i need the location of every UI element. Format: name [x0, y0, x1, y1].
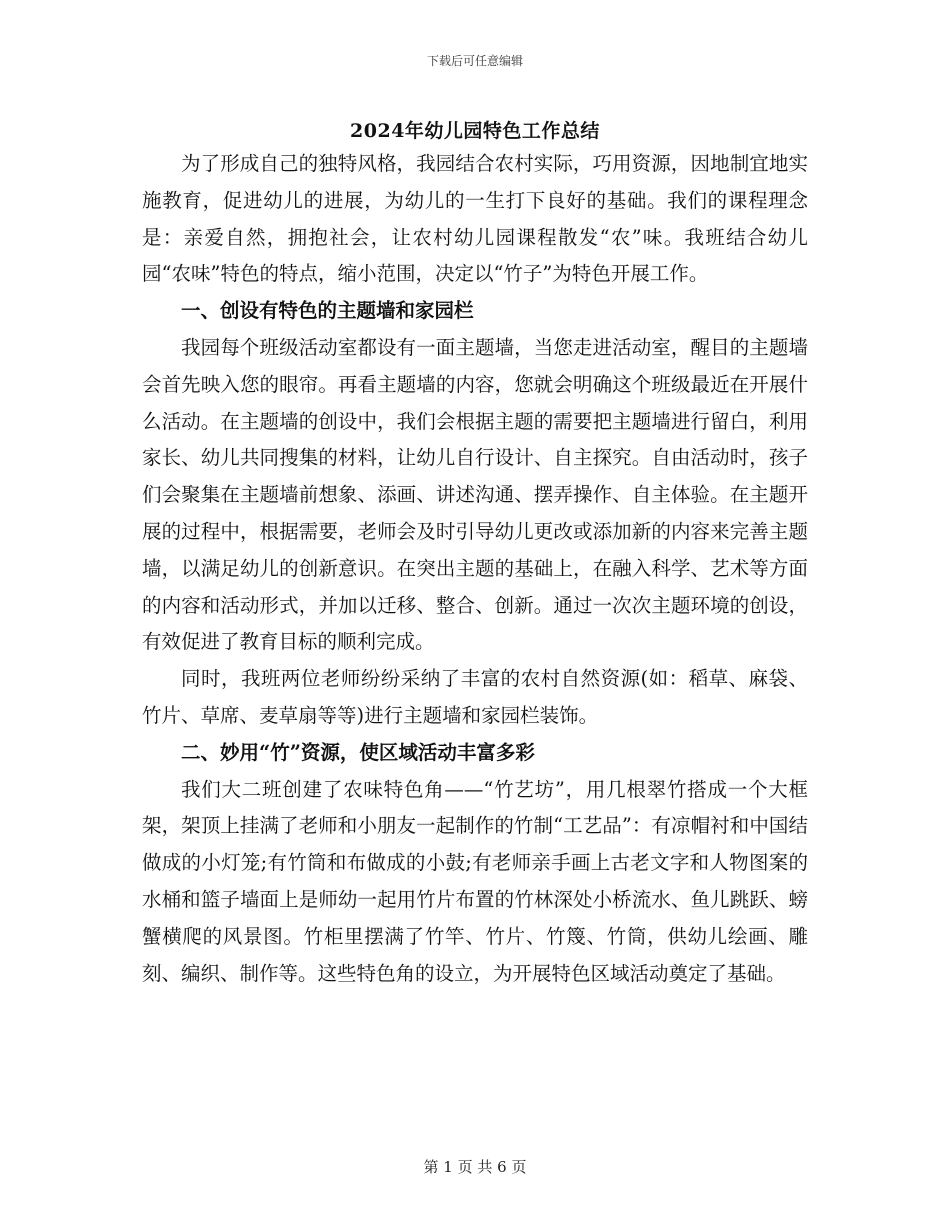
section-2-heading: 二、妙用“竹”资源，使区域活动丰富多彩 [181, 740, 535, 764]
page-footer-number: 第 1 页 共 6 页 [423, 1158, 527, 1176]
section-2-paragraph-1: 我们大二班创建了农味特色角——“竹艺坊”，用几根翠竹搭成一个大框架，架顶上挂满了老师和小朋友一起制作的竹制“工艺品”：有凉帽衬和中国结做成的小灯笼;有竹筒和布做成的小鼓;有老师亲手画上古老文字和人物图案的水桶和篮子墙面上是师幼一起用竹片布置的竹林深处小桥流水、鱼儿跳跃、螃蟹横爬的风景图。竹柜里摆满了竹竿、竹片、竹篾、竹筒，供幼儿绘画、雕刻、编织、制作等。这些特色角的设立，为开展特色区域活动奠定了基础。 [142, 777, 808, 985]
document-body [142, 146, 808, 992]
page-header-note: 下载后可任意编辑 [426, 54, 523, 68]
section-1-paragraph-2: 同时，我班两位老师纷纷采纳了丰富的农村自然资源(如：稻草、麻袋、竹片、草席、麦草扇等等)进行主题墙和家园栏装饰。 [142, 667, 808, 727]
document-title: 2024年幼儿园特色工作总结 [350, 120, 600, 142]
section-1-heading: 一、创设有特色的主题墙和家园栏 [181, 299, 474, 323]
intro-paragraph: 为了形成自己的独特风格，我园结合农村实际，巧用资源，因地制宜地实施教育，促进幼儿的进展，为幼儿的一生打下良好的基础。我们的课程理念是：亲爱自然，拥抱社会，让农村幼儿园课程散发“农”味。我班结合幼儿园“农味”特色的特点，缩小范围，决定以“竹子”为特色开展工作。 [142, 152, 808, 286]
section-1-paragraph-1: 我园每个班级活动室都设有一面主题墙，当您走进活动室，醒目的主题墙会首先映入您的眼帘。再看主题墙的内容，您就会明确这个班级最近在开展什么活动。在主题墙的创设中，我们会根据主题的需要把主题墙进行留白，利用家长、幼儿共同搜集的材料，让幼儿自行设计、自主探究。自由活动时，孩子们会聚集在主题墙前想象、添画、讲述沟通、摆弄操作、自主体验。在主题开展的过程中，根据需要，老师会及时引导幼儿更改或添加新的内容来完善主题墙，以满足幼儿的创新意识。在突出主题的基础上，在融入科学、艺术等方面的内容和活动形式，并加以迁移、整合、创新。通过一次次主题环境的创设，有效促进了教育目标的顺利完成。 [142, 335, 808, 654]
